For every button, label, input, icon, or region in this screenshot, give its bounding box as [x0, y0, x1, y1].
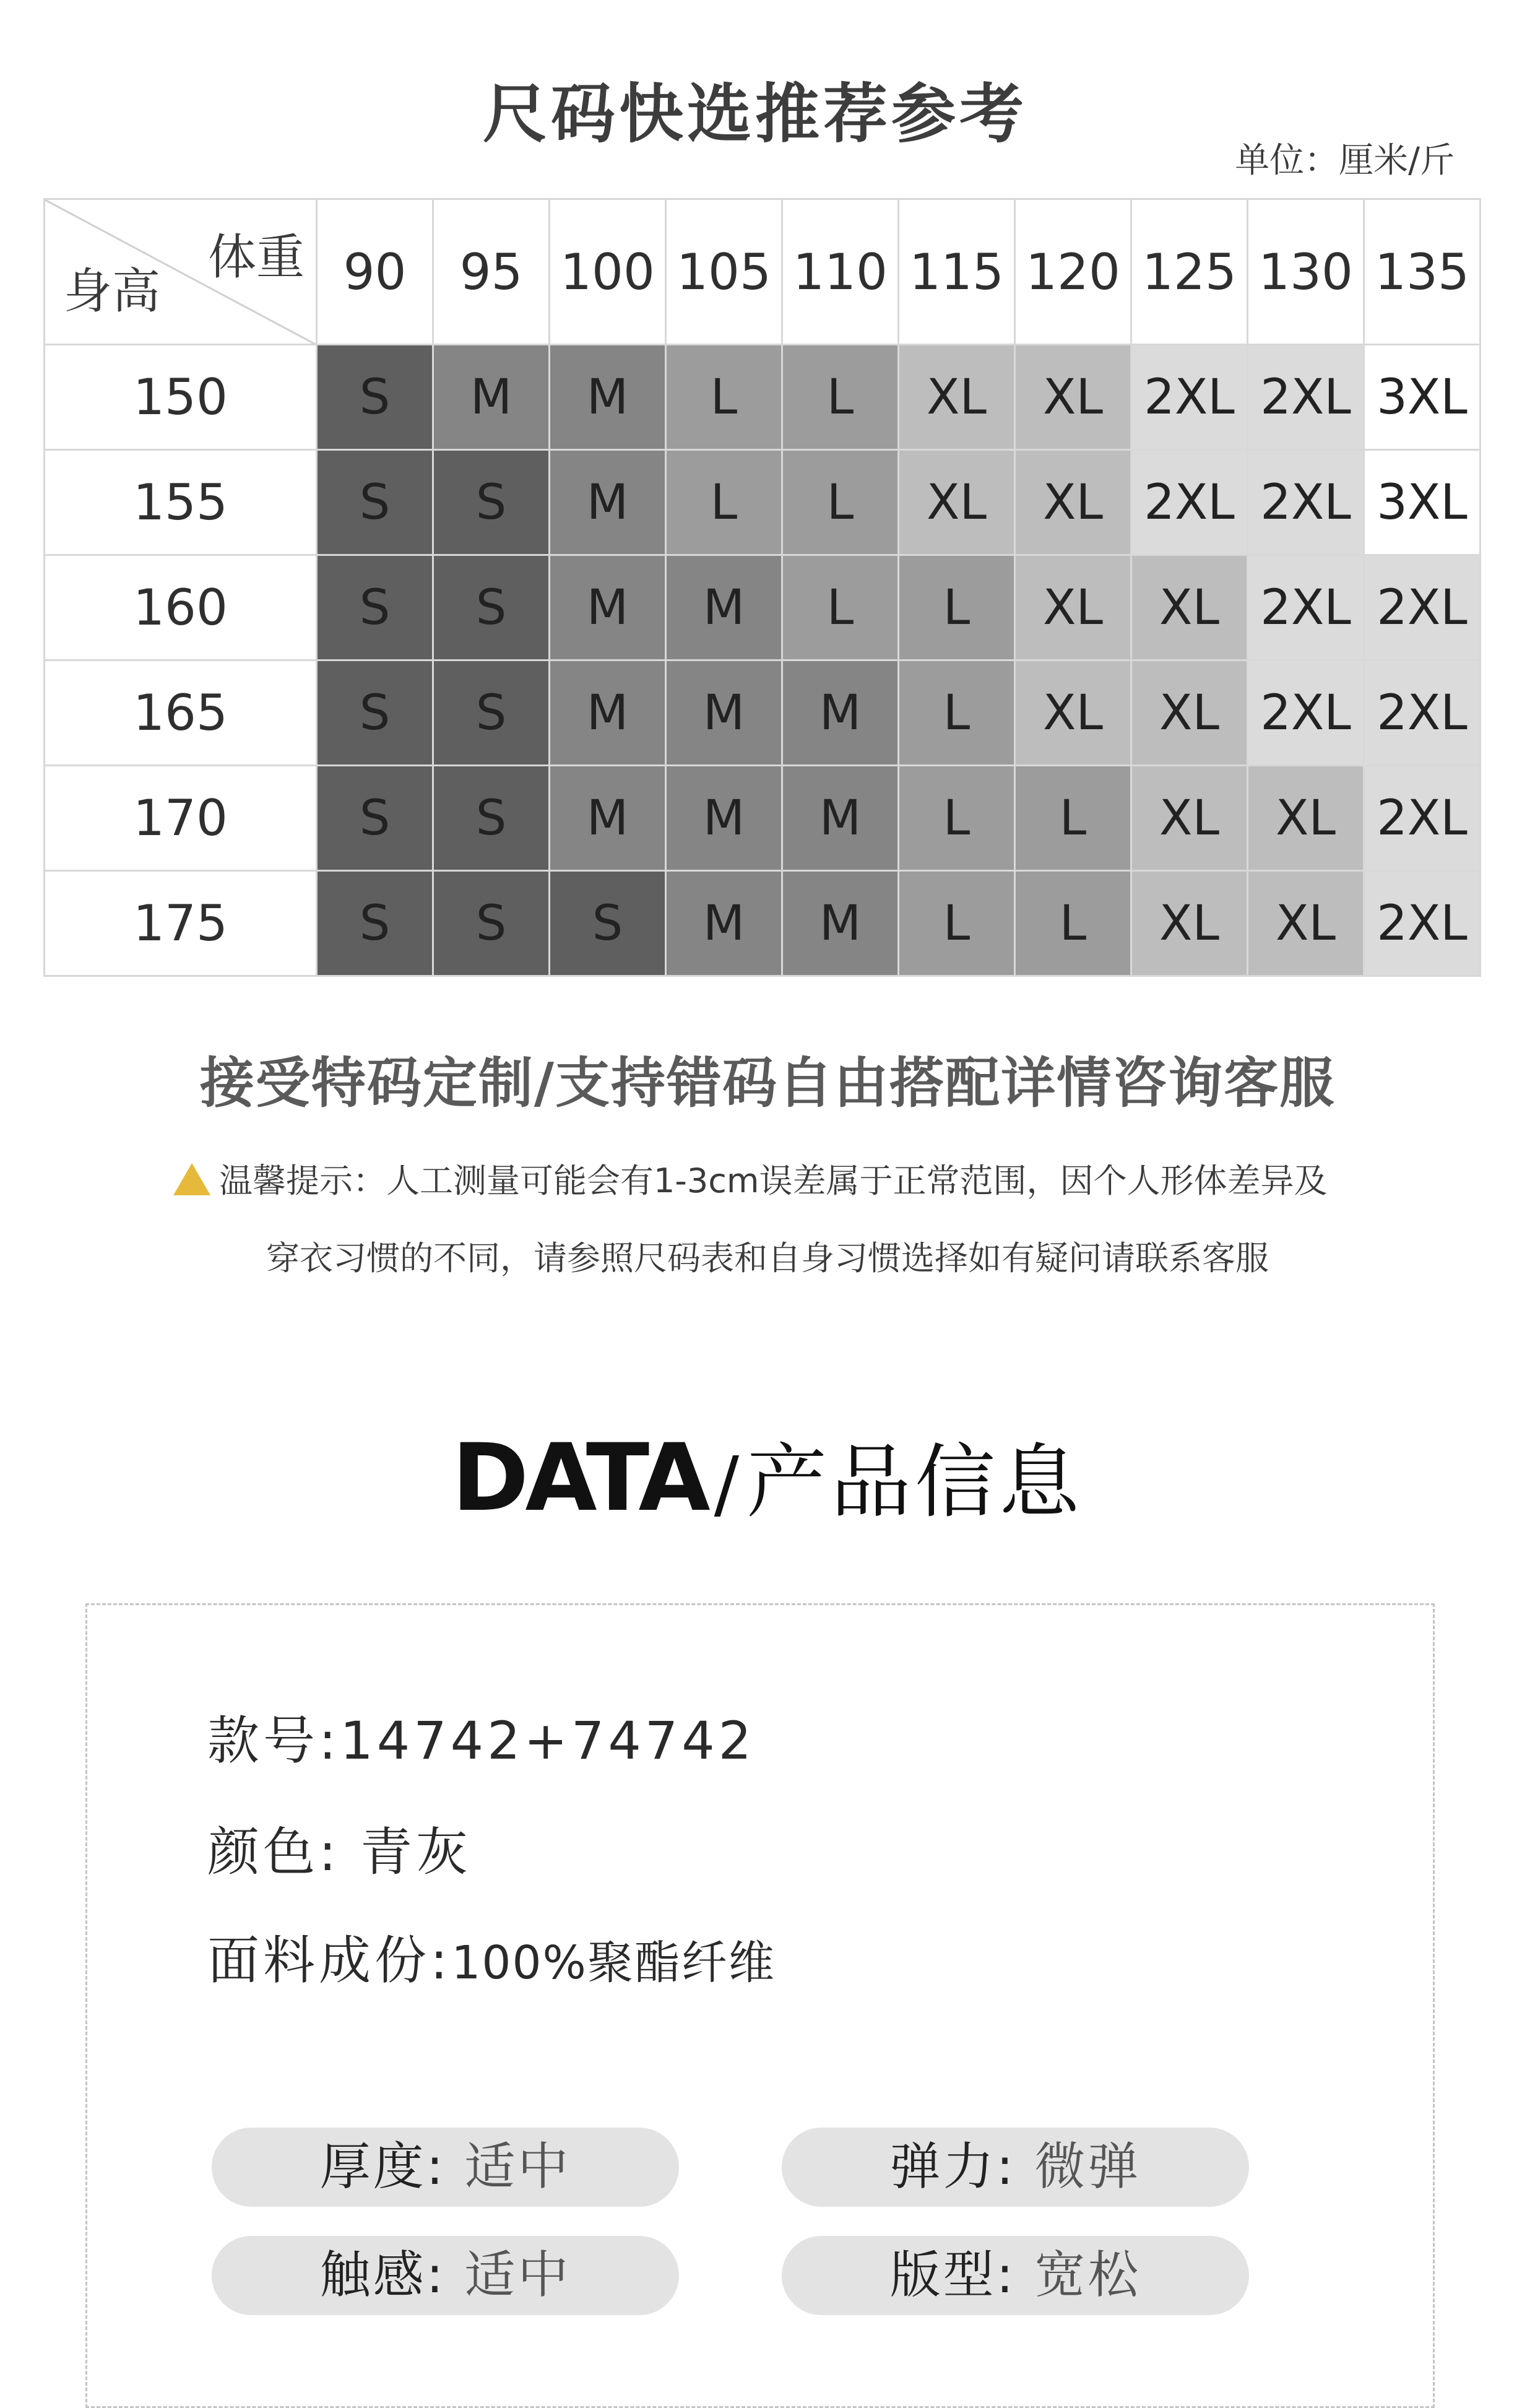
- weight-header-cell: 130: [1248, 199, 1364, 345]
- fit-value: 宽松: [1034, 2246, 1141, 2305]
- tip-line-2: 穿衣习惯的不同，请参照尺码表和自身习惯选择如有疑问请联系客服: [266, 1239, 1269, 1278]
- style-number-value: 14742+74742: [340, 1710, 756, 1771]
- size-chart-table: [43, 198, 1481, 977]
- corner-header-cell: [45, 199, 317, 345]
- color-line: [207, 1811, 472, 1886]
- size-cell: L: [666, 345, 782, 450]
- size-cell: L: [782, 345, 899, 450]
- size-row: [45, 450, 1481, 555]
- feel-pill: [212, 2236, 679, 2315]
- size-cell: M: [782, 660, 899, 766]
- fabric-label: 面料成份:: [207, 1930, 452, 1991]
- data-section-title: [0, 1418, 1535, 1533]
- size-cell: 2XL: [1248, 450, 1364, 555]
- size-cell: L: [1015, 766, 1131, 871]
- size-cell: M: [550, 660, 666, 766]
- size-cell: M: [782, 766, 899, 871]
- size-cell: 3XL: [1364, 345, 1481, 450]
- size-cell: 2XL: [1248, 660, 1364, 766]
- size-cell: S: [433, 660, 550, 766]
- size-cell: M: [550, 345, 666, 450]
- size-row: [45, 766, 1481, 871]
- size-cell: S: [433, 555, 550, 660]
- feel-label: 触感:: [319, 2246, 446, 2305]
- height-cell: 165: [45, 660, 317, 766]
- size-cell: XL: [1015, 555, 1131, 660]
- size-cell: XL: [899, 345, 1015, 450]
- size-cell: XL: [1131, 871, 1248, 976]
- height-cell: 170: [45, 766, 317, 871]
- elasticity-label: 弹力:: [889, 2137, 1016, 2196]
- size-cell: 3XL: [1364, 450, 1481, 555]
- size-cell: S: [317, 450, 433, 555]
- size-cell: M: [433, 345, 550, 450]
- weight-header-cell: 90: [317, 199, 433, 345]
- size-cell: L: [782, 555, 899, 660]
- size-row: [45, 871, 1481, 976]
- size-cell: S: [317, 660, 433, 766]
- size-cell: 2XL: [1248, 555, 1364, 660]
- fabric-value: 100%聚酯纤维: [451, 1936, 776, 1990]
- size-cell: M: [666, 766, 782, 871]
- size-cell: 2XL: [1364, 871, 1481, 976]
- size-cell: XL: [1131, 660, 1248, 766]
- height-cell: 175: [45, 871, 317, 976]
- size-cell: M: [666, 660, 782, 766]
- style-number-label: 款号:: [207, 1710, 340, 1771]
- data-title-slash: /: [714, 1442, 740, 1528]
- size-cell: L: [666, 450, 782, 555]
- fabric-line: [207, 1919, 776, 1994]
- size-chart-title: 尺码快选推荐参考: [482, 76, 1027, 152]
- size-cell: XL: [1131, 766, 1248, 871]
- size-cell: L: [1015, 871, 1131, 976]
- size-cell: S: [317, 871, 433, 976]
- size-cell: M: [782, 871, 899, 976]
- size-cell: L: [782, 450, 899, 555]
- custom-order-note: 接受特码定制/支持错码自由搭配详情咨询客服: [199, 1051, 1336, 1115]
- elasticity-value: 微弹: [1034, 2137, 1141, 2196]
- color-label: 颜色:: [207, 1822, 340, 1882]
- size-cell: XL: [1015, 450, 1131, 555]
- height-cell: 160: [45, 555, 317, 660]
- color-value: 青灰: [360, 1822, 472, 1882]
- size-cell: 2XL: [1248, 345, 1364, 450]
- thickness-label: 厚度:: [319, 2137, 446, 2196]
- size-cell: S: [433, 871, 550, 976]
- size-cell: 2XL: [1131, 345, 1248, 450]
- thickness-value: 适中: [464, 2137, 571, 2196]
- size-cell: 2XL: [1131, 450, 1248, 555]
- elasticity-pill: [782, 2128, 1249, 2207]
- size-cell: S: [317, 766, 433, 871]
- size-cell: 2XL: [1364, 555, 1481, 660]
- height-cell: 150: [45, 345, 317, 450]
- size-row: [45, 660, 1481, 766]
- data-title-en: DATA: [451, 1424, 707, 1532]
- size-cell: 2XL: [1364, 660, 1481, 766]
- tip-text-1: 温馨提示：人工测量可能会有1-3cm误差属于正常范围，因个人形体差异及: [219, 1161, 1328, 1200]
- size-cell: S: [550, 871, 666, 976]
- size-cell: 2XL: [1364, 766, 1481, 871]
- height-axis-label: 身高: [64, 264, 161, 319]
- size-cell: L: [899, 555, 1015, 660]
- size-cell: M: [666, 871, 782, 976]
- size-chart-body: [45, 199, 1481, 976]
- thickness-pill: [212, 2128, 679, 2207]
- weight-header-cell: 105: [666, 199, 782, 345]
- fit-pill: [782, 2236, 1249, 2315]
- size-cell: L: [899, 871, 1015, 976]
- size-row: [45, 345, 1481, 450]
- size-cell: XL: [1248, 871, 1364, 976]
- weight-header-cell: 95: [433, 199, 550, 345]
- unit-note: 单位：厘米/斤: [1235, 141, 1455, 181]
- fit-label: 版型:: [889, 2246, 1016, 2305]
- size-cell: XL: [899, 450, 1015, 555]
- weight-header-cell: 110: [782, 199, 899, 345]
- size-cell: M: [666, 555, 782, 660]
- size-cell: XL: [1248, 766, 1364, 871]
- size-cell: S: [317, 555, 433, 660]
- weight-header-cell: 115: [899, 199, 1015, 345]
- size-cell: M: [550, 766, 666, 871]
- weight-header-cell: 135: [1364, 199, 1481, 345]
- size-cell: S: [433, 766, 550, 871]
- weight-header-row: [45, 199, 1481, 345]
- warning-triangle-icon: [173, 1163, 210, 1195]
- feel-value: 适中: [464, 2246, 571, 2305]
- size-cell: S: [317, 345, 433, 450]
- size-cell: XL: [1015, 660, 1131, 766]
- weight-header-cell: 120: [1015, 199, 1131, 345]
- size-cell: M: [550, 555, 666, 660]
- weight-axis-label: 体重: [207, 230, 305, 285]
- height-cell: 155: [45, 450, 317, 555]
- size-cell: M: [550, 450, 666, 555]
- weight-header-cell: 125: [1131, 199, 1248, 345]
- size-cell: XL: [1131, 555, 1248, 660]
- tip-line-1: [173, 1154, 1328, 1202]
- size-cell: XL: [1015, 345, 1131, 450]
- size-cell: L: [899, 660, 1015, 766]
- size-cell: L: [899, 766, 1015, 871]
- weight-header-cell: 100: [550, 199, 666, 345]
- style-number-line: [207, 1699, 755, 1774]
- size-row: [45, 555, 1481, 660]
- size-cell: S: [433, 450, 550, 555]
- data-title-cn: 产品信息: [746, 1435, 1084, 1529]
